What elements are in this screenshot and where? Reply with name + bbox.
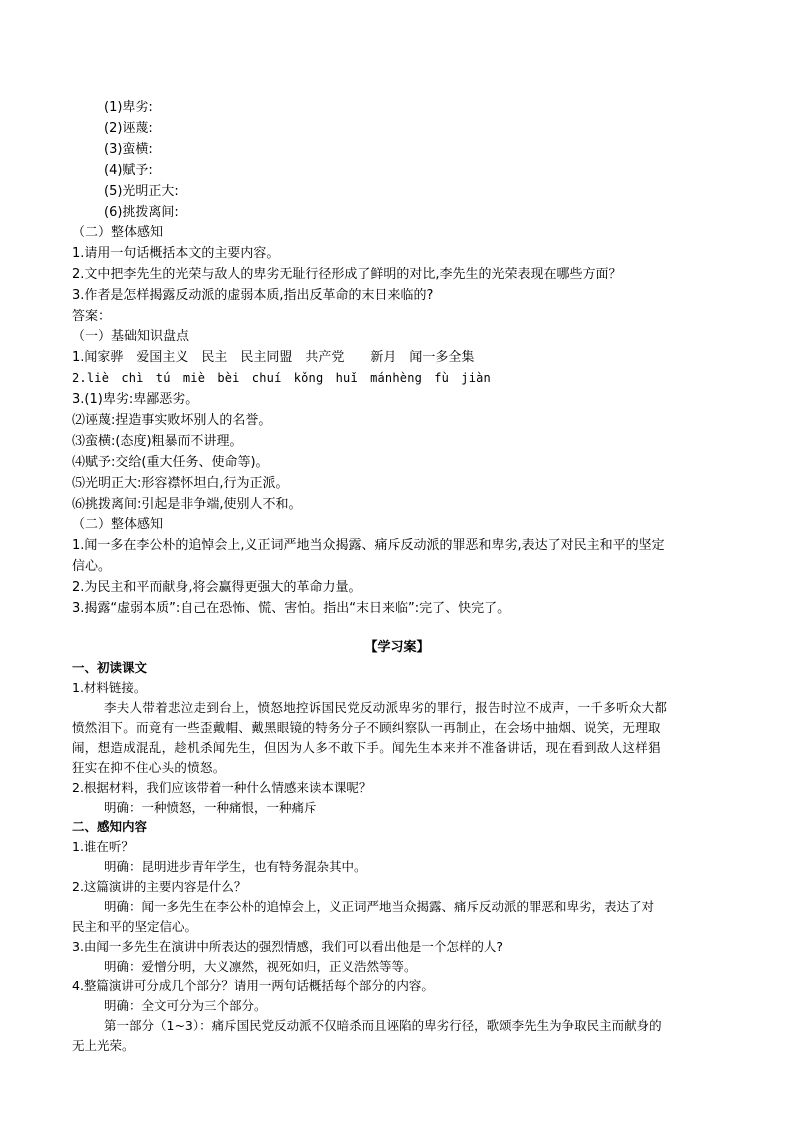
- whole-answer-3: 3.揭露“虚弱本质”:自己在恐怖、慌、害怕。指出“末日来临”:完了、快完了。: [72, 601, 511, 616]
- audience-answer: 明确：昆明进步青年学生，也有特务混杂其中。: [104, 859, 367, 874]
- material-link-item: 1.材料链接。: [72, 680, 147, 695]
- material-paragraph-line-2: 愤然泪下。而竟有一些歪戴帽、戴黑眼镜的特务分子不顾纠察队一再制止，在会场中抽烟、说笑，无理取: [72, 720, 661, 735]
- main-content-answer-line-1: 明确：闻一多先生在李公朴的追悼会上，义正词严地当众揭露、痛斥反动派的罪恶和卑劣，表达了对: [104, 899, 655, 914]
- audience-question: 1.谁在听？: [72, 839, 134, 854]
- answer-3-5: ⑸光明正大:形容襟怀坦白,行为正派。: [72, 476, 289, 491]
- material-paragraph-line-4: 狂实在抑不住心头的愤怒。: [72, 760, 226, 775]
- answer-3-3: ⑶蛮横:(态度)粗暴而不讲理。: [72, 434, 243, 449]
- basic-knowledge-heading: （一）基础知识盘点: [72, 329, 190, 344]
- section-2-heading: 二、感知内容: [72, 819, 148, 834]
- whole-answer-2: 2.为民主和平而献身,将会赢得更强大的革命力量。: [72, 580, 362, 595]
- answer-3-6: ⑹挑拨离间:引起是非争端,使别人不和。: [72, 497, 302, 512]
- material-paragraph-line-3: 闹，想造成混乱，趁机杀闻先生，但因为人多不敢下手。闻先生本来并不准备讲话，现在看到敌人这样猖: [72, 740, 661, 755]
- main-content-question: 2.这篇演讲的主要内容是什么？: [72, 879, 247, 894]
- answers-label: 答案：: [72, 309, 112, 324]
- answer-3-4: ⑷赋予:交给(重大任务、使命等)。: [72, 455, 269, 470]
- structure-question: 4.整篇演讲可分成几个部分？请用一两句话概括每个部分的内容。: [72, 978, 434, 993]
- answer-2-pinyin: 2.liè chì tú miè bèi chuí kǒng huǐ mánhèng fù jiàn: [72, 371, 491, 385]
- main-content-answer-line-2: 民主和平的坚定信心。: [72, 919, 198, 934]
- perception-question-1: 1.请用一句话概括本文的主要内容。: [72, 246, 280, 261]
- whole-answer-1-line2: 信心。: [72, 559, 112, 574]
- perception-heading: （二）整体感知: [72, 225, 164, 240]
- section-1-heading: 一、初读课文: [72, 660, 148, 675]
- part-1-line-2: 无上光荣。: [72, 1038, 135, 1053]
- vocab-item-3: (3)蛮横:: [104, 142, 153, 157]
- answer-1: 1.闻家骅 爱国主义 民主 民主同盟 共产党 新月 闻一多全集: [72, 350, 475, 365]
- vocab-item-5: (5)光明正大:: [104, 184, 179, 199]
- answer-3-1: 3.(1)卑劣:卑鄙恶劣。: [72, 392, 199, 407]
- character-question: 3.由闻一多先生在演讲中所表达的强烈情感，我们可以看出他是一个怎样的人?: [72, 939, 504, 954]
- perception-question-3: 3.作者是怎样揭露反动派的虚弱本质,指出反革命的末日来临的?: [72, 288, 434, 303]
- structure-answer: 明确：全文可分为三个部分。: [104, 998, 267, 1013]
- vocab-item-6: (6)挑拨离间:: [104, 205, 179, 220]
- answer-3-2: ⑵诬蔑:捏造事实败坏别人的名誉。: [72, 413, 272, 428]
- material-paragraph-line-1: 李夫人带着悲泣走到台上，愤怒地控诉国民党反动派卑劣的罪行，报告时泣不成声，一千多听众大都: [104, 700, 668, 715]
- study-plan-title: 【学习案】: [364, 640, 430, 655]
- reading-emotion-question: 2.根据材料，我们应该带着一种什么情感来读本课呢？: [72, 780, 372, 795]
- perception-question-2: 2.文中把李先生的光荣与敌人的卑劣无耻行径形成了鲜明的对比,李先生的光荣表现在哪些方面？: [72, 267, 622, 282]
- part-1-line-1: 第一部分（1~3）：痛斥国民党反动派不仅暗杀而且诬陷的卑劣行径，歌颂李先生为争取民主而献身的: [104, 1018, 662, 1033]
- vocab-item-4: (4)赋予:: [104, 163, 153, 178]
- whole-answer-1-line1: 1.闻一多在李公朴的追悼会上,义正词严地当众揭露、痛斥反动派的罪恶和卑劣,表达了对民主和平的坚定: [72, 538, 665, 553]
- reading-emotion-answer: 明确：一种愤怒，一种痛恨，一种痛斥: [104, 800, 317, 815]
- character-answer: 明确：爱憎分明，大义凛然，视死如归，正义浩然等等。: [104, 959, 417, 974]
- vocab-item-1: (1)卑劣:: [104, 100, 153, 115]
- vocab-item-2: (2)诬蔑:: [104, 121, 153, 136]
- whole-perception-heading: （二）整体感知: [72, 517, 164, 532]
